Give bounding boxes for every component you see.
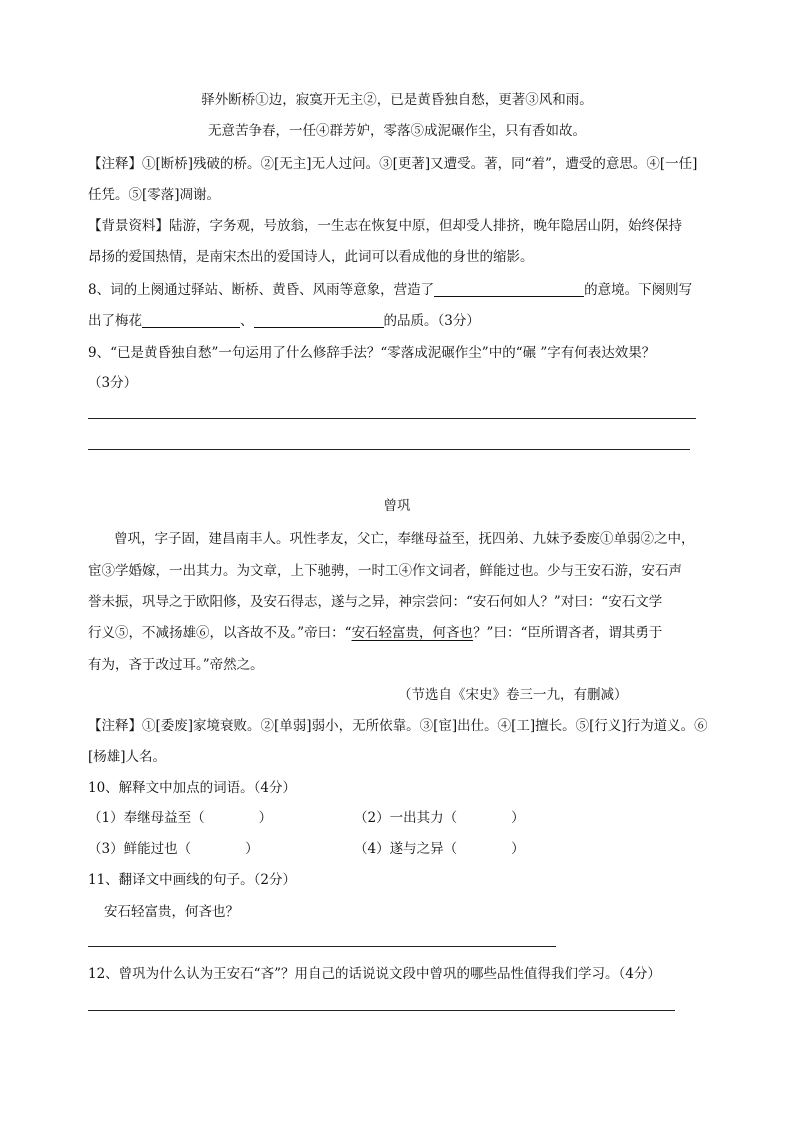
- q12-answer-line[interactable]: [88, 1010, 675, 1011]
- q8-separator: 、: [240, 313, 254, 329]
- background-text-1: 陆游，字务观，号放翁，一生志在恢复中原，但却受人排挤，晚年隐居山阴，始终保持: [169, 218, 682, 234]
- passage-line-5: 有为，吝于改过耳。”帝然之。: [88, 657, 264, 673]
- background-line-1: [88, 216, 682, 236]
- q10-item-4[interactable]: （4）遂与之异（ ）: [354, 841, 525, 857]
- passage-notes-text-1: ①[委废]家境衰败。②[单弱]弱小，无所依靠。③[宦]出仕。④[工]擅长。⑤[行义]行为道义。⑥: [142, 718, 708, 734]
- question-12-stem: 12、曾巩为什么认为王安石“吝”？用自己的话说说文段中曾巩的哪些品性值得我们学习。（4分）: [88, 966, 661, 982]
- q10-item-2[interactable]: （2）一出其力（ ）: [354, 810, 525, 826]
- passage-line-4: [88, 623, 662, 643]
- question-10-stem: 10、解释文中加点的词语。（4分）: [88, 780, 297, 796]
- q9-answer-line-2[interactable]: [88, 449, 690, 450]
- passage-notes-line-1: [88, 716, 708, 736]
- question-8-line-2: [88, 311, 480, 331]
- notes-label: 【注释】: [88, 156, 142, 172]
- q8-text-1: 8、词的上阕通过驿站、断桥、黄昏、风雨等意象，营造了: [88, 282, 435, 298]
- q8-text-2: 的意境。下阕则写: [584, 282, 693, 298]
- poem-notes-text-1: ①[断桥]残破的桥。②[无主]无人过问。③[更著]又遭受。著，同“着”，遭受的意思。④[一任]: [142, 156, 698, 172]
- passage-line-1: 曾巩，字子固，建昌南丰人。巩性孝友，父亡，奉继母益至，抚四弟、九妹予委废①单弱②之中，: [114, 531, 695, 547]
- q11-sentence: 安石轻富贵，何吝也？: [104, 904, 239, 920]
- question-9-line-1: 9、“已是黄昏独自愁”一句运用了什么修辞手法？“零落成泥碾作尘”中的“碾 ”字有何表达效果？: [88, 345, 656, 361]
- question-11-stem: 11、翻译文中画线的句子。（2分）: [88, 872, 297, 888]
- q8-answer-blank-3[interactable]: [254, 313, 384, 328]
- q10-item-1[interactable]: （1）奉继母益至（ ）: [88, 810, 273, 826]
- q11-answer-line[interactable]: [88, 946, 556, 947]
- passage-line-2: 宦③学婚嫁，一出其力。为文章，上下驰骋，一时工④作文词者，鲜能过也。少与王安石游，安石声: [88, 563, 682, 579]
- q8-text-4: 的品质。（3分）: [383, 313, 480, 329]
- poem-notes-line-1: [88, 154, 697, 174]
- q9-answer-line-1[interactable]: [88, 418, 696, 419]
- passage-text-4b: ？”曰：“臣所谓吝者，谓其勇于: [473, 625, 663, 641]
- poem-notes-line-2: 任凭。⑤[零落]凋谢。: [88, 187, 221, 203]
- question-9-line-2: （3分）: [88, 375, 138, 391]
- q10-item-3[interactable]: （3）鲜能过也（ ）: [88, 841, 259, 857]
- poem-line-2: 无意苦争春，一任④群芳妒，零落⑤成泥碾作尘，只有香如故。: [208, 123, 586, 139]
- passage-text-4a: 行义⑤，不减扬雄⑥，以吝故不及。”帝曰：“: [88, 625, 352, 641]
- passage-title: 曾巩: [383, 498, 411, 514]
- passage-line-3: 誉未振，巩导之于欧阳修，及安石得志，遂与之异，神宗尝问：“安石何如人？”对曰：“安石文学: [88, 594, 663, 610]
- passage-notes-line-2: [杨雄]人名。: [88, 749, 167, 765]
- underlined-sentence: 安石轻富贵，何吝也: [351, 625, 474, 641]
- question-8-line-1: [88, 280, 692, 300]
- passage-notes-label: 【注释】: [88, 718, 142, 734]
- background-label: 【背景资料】: [88, 218, 169, 234]
- q8-text-3: 出了梅花: [88, 313, 142, 329]
- background-line-2: 昂扬的爱国热情，是南宋杰出的爱国诗人，此词可以看成他的身世的缩影。: [88, 249, 534, 265]
- q8-answer-blank-2[interactable]: [142, 313, 240, 328]
- q8-answer-blank-1[interactable]: [434, 282, 584, 297]
- passage-source: （节选自《宋史》卷三一九，有删减）: [398, 687, 628, 703]
- poem-line-1: 驿外断桥①边，寂寞开无主②，已是黄昏独自愁，更著③风和雨。: [201, 92, 593, 108]
